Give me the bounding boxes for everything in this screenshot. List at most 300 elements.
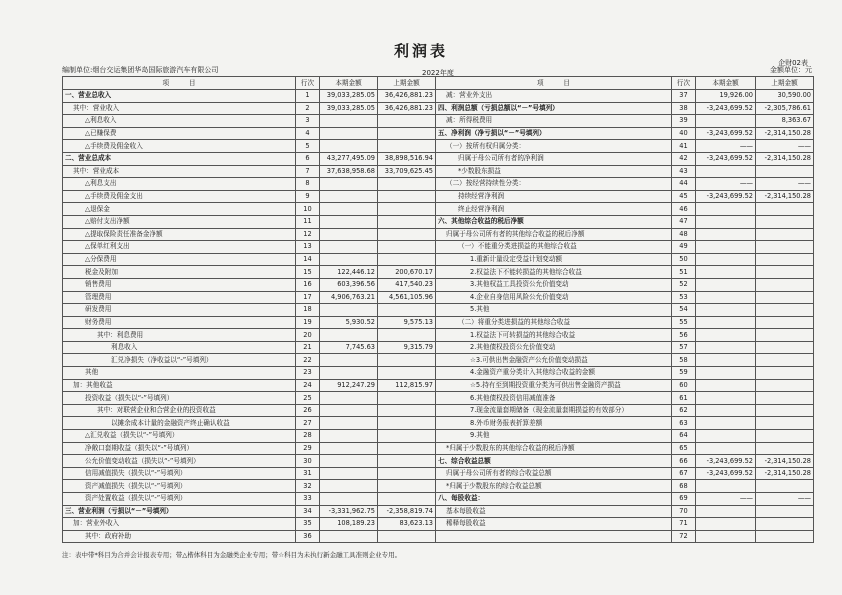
table-row [63,278,436,291]
table-row [63,304,436,317]
row-label: 2.其他债权投资公允价值变动 [436,341,672,354]
row-line-no: 38 [672,102,696,115]
header-line: 行次 [296,77,320,90]
row-label: （二）将重分类进损益的其他综合收益 [436,316,672,329]
row-line-no: 67 [672,467,696,480]
row-label: 以摊余成本计量的金融资产终止确认收益 [63,417,296,430]
row-current-amount: 603,396.56 [320,278,378,291]
left-table [62,76,436,543]
row-current-amount: -3,243,699.52 [696,455,756,468]
row-label: 其中：政府补助 [63,530,296,543]
row-label: 公允价值变动收益（损失以“-”号填列） [63,455,296,468]
row-line-no: 48 [672,228,696,241]
row-label: △提取保险责任准备金净额 [63,228,296,241]
table-row [63,127,436,140]
row-label: △利息支出 [63,178,296,191]
row-prior-amount [378,253,436,266]
row-label: 基本每股收益 [436,505,672,518]
row-prior-amount [378,417,436,430]
row-current-amount [696,215,756,228]
row-prior-amount: -2,358,819.74 [378,505,436,518]
row-prior-amount [756,266,814,279]
row-prior-amount: 4,561,105.96 [378,291,436,304]
row-label: 资产处置收益（损失以“-”号填列） [63,493,296,506]
row-line-no: 45 [672,190,696,203]
row-line-no: 57 [672,341,696,354]
table-row [63,392,436,405]
row-prior-amount [378,215,436,228]
row-label: 3.其他权益工具投资公允价值变动 [436,278,672,291]
footnote: 注：表中带*科目为合并会计报表专用；带△楷体科目为金融类企业专用；带☆科目为未执行新金融工具准则企业专用。 [62,551,402,559]
row-prior-amount [756,379,814,392]
row-current-amount: -3,243,699.52 [696,127,756,140]
row-prior-amount [756,354,814,367]
row-label: 三、营业利润（亏损以“－”号填列） [63,505,296,518]
row-current-amount [696,442,756,455]
row-prior-amount [378,241,436,254]
table-row [436,467,814,480]
row-current-amount [696,354,756,367]
row-line-no: 33 [296,493,320,506]
row-line-no: 50 [672,253,696,266]
row-line-no: 52 [672,278,696,291]
row-current-amount: —— [696,140,756,153]
row-current-amount [696,518,756,531]
row-label: 其中：对联营企业和合营企业的投资收益 [63,404,296,417]
row-label: 销售费用 [63,278,296,291]
row-label [436,530,672,543]
table-row [63,467,436,480]
row-line-no: 13 [296,241,320,254]
row-current-amount [320,530,378,543]
row-current-amount [320,253,378,266]
table-row [436,493,814,506]
row-prior-amount: -2,314,150.28 [756,467,814,480]
row-line-no: 42 [672,152,696,165]
row-prior-amount: 36,426,881.23 [378,102,436,115]
row-label: 7.现金流量套期储备（现金流量套期损益的有效部分） [436,404,672,417]
row-prior-amount: -2,314,150.28 [756,152,814,165]
row-prior-amount [378,304,436,317]
row-current-amount [320,367,378,380]
row-line-no: 19 [296,316,320,329]
row-line-no: 12 [296,228,320,241]
table-row [436,404,814,417]
row-line-no: 21 [296,341,320,354]
row-line-no: 5 [296,140,320,153]
row-prior-amount [756,505,814,518]
table-row [63,379,436,392]
table-row [436,480,814,493]
row-prior-amount [378,203,436,216]
row-current-amount [696,417,756,430]
row-label: 投资收益（损失以“-”号填列） [63,392,296,405]
row-prior-amount: -2,305,786.61 [756,102,814,115]
row-label: 归属于母公司所有者的其他综合收益的税后净额 [436,228,672,241]
row-label: 其他 [63,367,296,380]
row-line-no: 27 [296,417,320,430]
row-label: 归属于母公司所有者的净利润 [436,152,672,165]
row-label: 一、营业总收入 [63,90,296,103]
row-current-amount [696,505,756,518]
row-label: 其中：营业成本 [63,165,296,178]
table-row [63,241,436,254]
left-header-row [63,77,436,90]
row-line-no: 25 [296,392,320,405]
row-current-amount: —— [696,493,756,506]
row-current-amount [320,228,378,241]
table-row [436,455,814,468]
row-label: 净敞口套期收益（损失以“-”号填列） [63,442,296,455]
table-row [436,304,814,317]
row-current-amount [696,329,756,342]
row-prior-amount [756,341,814,354]
row-label: 加：其他收益 [63,379,296,392]
row-label: 减：营业外支出 [436,90,672,103]
row-line-no: 11 [296,215,320,228]
table-row [436,178,814,191]
row-line-no: 4 [296,127,320,140]
row-label: *少数股东损益 [436,165,672,178]
row-line-no: 43 [672,165,696,178]
row-prior-amount: 83,623.13 [378,518,436,531]
row-line-no: 23 [296,367,320,380]
row-current-amount [320,455,378,468]
right-header-row [436,77,814,90]
table-row [63,115,436,128]
row-current-amount [696,480,756,493]
table-row [436,140,814,153]
row-current-amount [320,215,378,228]
header-current: 本期金额 [320,77,378,90]
row-current-amount [320,115,378,128]
row-current-amount [696,203,756,216]
row-label: △手续费及佣金支出 [63,190,296,203]
row-current-amount [320,417,378,430]
row-line-no: 72 [672,530,696,543]
row-label: △已赚保费 [63,127,296,140]
row-current-amount [320,203,378,216]
row-prior-amount [378,140,436,153]
row-current-amount: 5,930.52 [320,316,378,329]
table-row [63,215,436,228]
row-current-amount [320,190,378,203]
row-prior-amount: 33,709,625.45 [378,165,436,178]
row-line-no: 61 [672,392,696,405]
table-row [436,505,814,518]
row-line-no: 60 [672,379,696,392]
row-prior-amount [756,241,814,254]
row-current-amount [696,341,756,354]
row-current-amount [320,480,378,493]
row-line-no: 49 [672,241,696,254]
row-line-no: 55 [672,316,696,329]
table-row [436,379,814,392]
row-line-no: 58 [672,354,696,367]
row-current-amount [320,404,378,417]
row-prior-amount [756,367,814,380]
table-row [63,316,436,329]
row-prior-amount [378,367,436,380]
table-row [63,90,436,103]
table-row [63,329,436,342]
row-current-amount: -3,243,699.52 [696,152,756,165]
table-row [436,90,814,103]
table-row [436,215,814,228]
row-prior-amount [378,430,436,443]
row-line-no: 35 [296,518,320,531]
row-current-amount [320,178,378,191]
row-prior-amount [378,404,436,417]
table-row [436,102,814,115]
table-row [63,367,436,380]
row-prior-amount: —— [756,140,814,153]
row-prior-amount [756,392,814,405]
table-row [436,518,814,531]
row-label: 1.权益法下可转损益的其他综合收益 [436,329,672,342]
row-prior-amount [378,190,436,203]
row-line-no: 46 [672,203,696,216]
row-current-amount [696,404,756,417]
company-name: 烟台交运集团华岛国际旅游汽车有限公司 [92,66,219,74]
row-label: 4.企业自身信用风险公允价值变动 [436,291,672,304]
row-label: 二、营业总成本 [63,152,296,165]
table-row [436,291,814,304]
row-current-amount [696,304,756,317]
row-line-no: 7 [296,165,320,178]
row-current-amount: -3,243,699.52 [696,102,756,115]
table-row [436,442,814,455]
row-line-no: 3 [296,115,320,128]
header-prior: 上期金额 [378,77,436,90]
row-current-amount [320,354,378,367]
table-row [436,152,814,165]
row-current-amount: -3,243,699.52 [696,467,756,480]
table-row [63,102,436,115]
row-label: 持续经营净利润 [436,190,672,203]
row-prior-amount [756,442,814,455]
row-label: 八、每股收益： [436,493,672,506]
row-line-no: 47 [672,215,696,228]
row-current-amount: 912,247.29 [320,379,378,392]
row-line-no: 24 [296,379,320,392]
row-current-amount [320,127,378,140]
row-label: 8.外币财务报表折算差额 [436,417,672,430]
row-line-no: 64 [672,430,696,443]
row-prior-amount [756,316,814,329]
form-number: 企财02表 [778,59,808,67]
row-prior-amount [378,178,436,191]
table-row [63,190,436,203]
row-line-no: 1 [296,90,320,103]
header-prior: 上期金额 [756,77,814,90]
report-title: 利润表 [393,42,448,60]
row-prior-amount [378,442,436,455]
row-prior-amount [378,354,436,367]
row-label: 汇兑净损失（净收益以“-”号填列） [63,354,296,367]
row-prior-amount [378,392,436,405]
table-row [436,165,814,178]
row-current-amount: 19,926.00 [696,90,756,103]
row-line-no: 20 [296,329,320,342]
row-label: 利息收入 [63,341,296,354]
row-label: 归属于母公司所有者的综合收益总额 [436,467,672,480]
table-row [436,417,814,430]
row-prior-amount: -2,314,150.28 [756,190,814,203]
row-current-amount [696,392,756,405]
row-line-no: 54 [672,304,696,317]
row-prior-amount [378,228,436,241]
table-row [63,417,436,430]
row-current-amount [696,367,756,380]
row-label: 财务费用 [63,316,296,329]
table-row [63,493,436,506]
row-line-no: 34 [296,505,320,518]
row-current-amount: 108,189.23 [320,518,378,531]
row-current-amount: 4,906,763.21 [320,291,378,304]
row-line-no: 36 [296,530,320,543]
row-prior-amount: —— [756,178,814,191]
row-label: （一）按所有权归属分类： [436,140,672,153]
row-current-amount [696,228,756,241]
row-current-amount: 43,277,495.09 [320,152,378,165]
row-prior-amount [756,480,814,493]
row-prior-amount: 200,670.17 [378,266,436,279]
row-current-amount [696,278,756,291]
right-table-body [436,77,814,543]
row-current-amount [696,165,756,178]
row-line-no: 65 [672,442,696,455]
row-current-amount: —— [696,178,756,191]
company-label: 编制单位: [62,66,93,74]
row-label: 5.其他 [436,304,672,317]
table-row [436,266,814,279]
row-line-no: 17 [296,291,320,304]
row-label: 稀释每股收益 [436,518,672,531]
right-table [435,76,814,543]
table-row [63,228,436,241]
row-label: *归属于少数股东的其他综合收益的税后净额 [436,442,672,455]
row-label: 4.金融资产重分类计入其他综合收益的金额 [436,367,672,380]
row-prior-amount [378,329,436,342]
row-label: 加：营业外收入 [63,518,296,531]
row-line-no: 15 [296,266,320,279]
row-label: △赔付支出净额 [63,215,296,228]
row-prior-amount [756,253,814,266]
row-current-amount [320,467,378,480]
row-line-no: 69 [672,493,696,506]
table-row [63,291,436,304]
row-prior-amount [756,404,814,417]
row-label: △分保费用 [63,253,296,266]
row-line-no: 44 [672,178,696,191]
row-label: 税金及附加 [63,266,296,279]
row-label: 资产减值损失（损失以“-”号填列） [63,480,296,493]
table-row [63,455,436,468]
row-line-no: 62 [672,404,696,417]
table-row [436,367,814,380]
table-row [436,530,814,543]
row-line-no: 18 [296,304,320,317]
row-line-no: 28 [296,430,320,443]
row-line-no: 22 [296,354,320,367]
table-row [63,480,436,493]
row-line-no: 16 [296,278,320,291]
row-label: *归属于少数股东的综合收益总额 [436,480,672,493]
row-label: ☆3.可供出售金融资产公允价值变动损益 [436,354,672,367]
row-label: 1.重新计量设定受益计划变动额 [436,253,672,266]
row-label: 四、利润总额（亏损总额以“－”号填列） [436,102,672,115]
row-current-amount [320,430,378,443]
row-current-amount [320,140,378,153]
table-row [436,228,814,241]
table-row [436,392,814,405]
table-row [63,266,436,279]
row-current-amount [696,253,756,266]
table-row [436,115,814,128]
header-item: 项 目 [63,77,296,90]
row-line-no: 6 [296,152,320,165]
row-line-no: 63 [672,417,696,430]
row-label: 管理费用 [63,291,296,304]
row-prior-amount [756,304,814,317]
row-prior-amount: -2,314,150.28 [756,455,814,468]
row-prior-amount [756,215,814,228]
table-row [436,127,814,140]
table-row [63,518,436,531]
row-line-no: 68 [672,480,696,493]
row-prior-amount: 30,590.00 [756,90,814,103]
row-line-no: 51 [672,266,696,279]
row-prior-amount [756,329,814,342]
table-row [63,178,436,191]
row-prior-amount [756,203,814,216]
row-line-no: 71 [672,518,696,531]
row-line-no: 32 [296,480,320,493]
row-current-amount [320,442,378,455]
row-line-no: 31 [296,467,320,480]
row-prior-amount: —— [756,493,814,506]
row-label: 六、其他综合收益的税后净额 [436,215,672,228]
row-line-no: 56 [672,329,696,342]
row-current-amount [696,316,756,329]
row-label: 研发费用 [63,304,296,317]
row-current-amount: -3,243,699.52 [696,190,756,203]
row-prior-amount [756,165,814,178]
table-row [436,253,814,266]
table-row [436,278,814,291]
row-current-amount [696,530,756,543]
row-line-no: 53 [672,291,696,304]
row-label: 信用减值损失（损失以“-”号填列） [63,467,296,480]
table-row [436,329,814,342]
row-current-amount [320,241,378,254]
header-current: 本期金额 [696,77,756,90]
row-line-no: 30 [296,455,320,468]
row-prior-amount: 417,540.23 [378,278,436,291]
row-line-no: 8 [296,178,320,191]
row-current-amount: 37,638,958.68 [320,165,378,178]
row-prior-amount: 112,815.97 [378,379,436,392]
table-row [436,341,814,354]
row-current-amount [320,493,378,506]
table-row [63,530,436,543]
report-year: 2022年度 [422,69,454,77]
row-line-no: 29 [296,442,320,455]
row-current-amount [696,241,756,254]
row-prior-amount: 8,363.67 [756,115,814,128]
row-prior-amount [378,455,436,468]
